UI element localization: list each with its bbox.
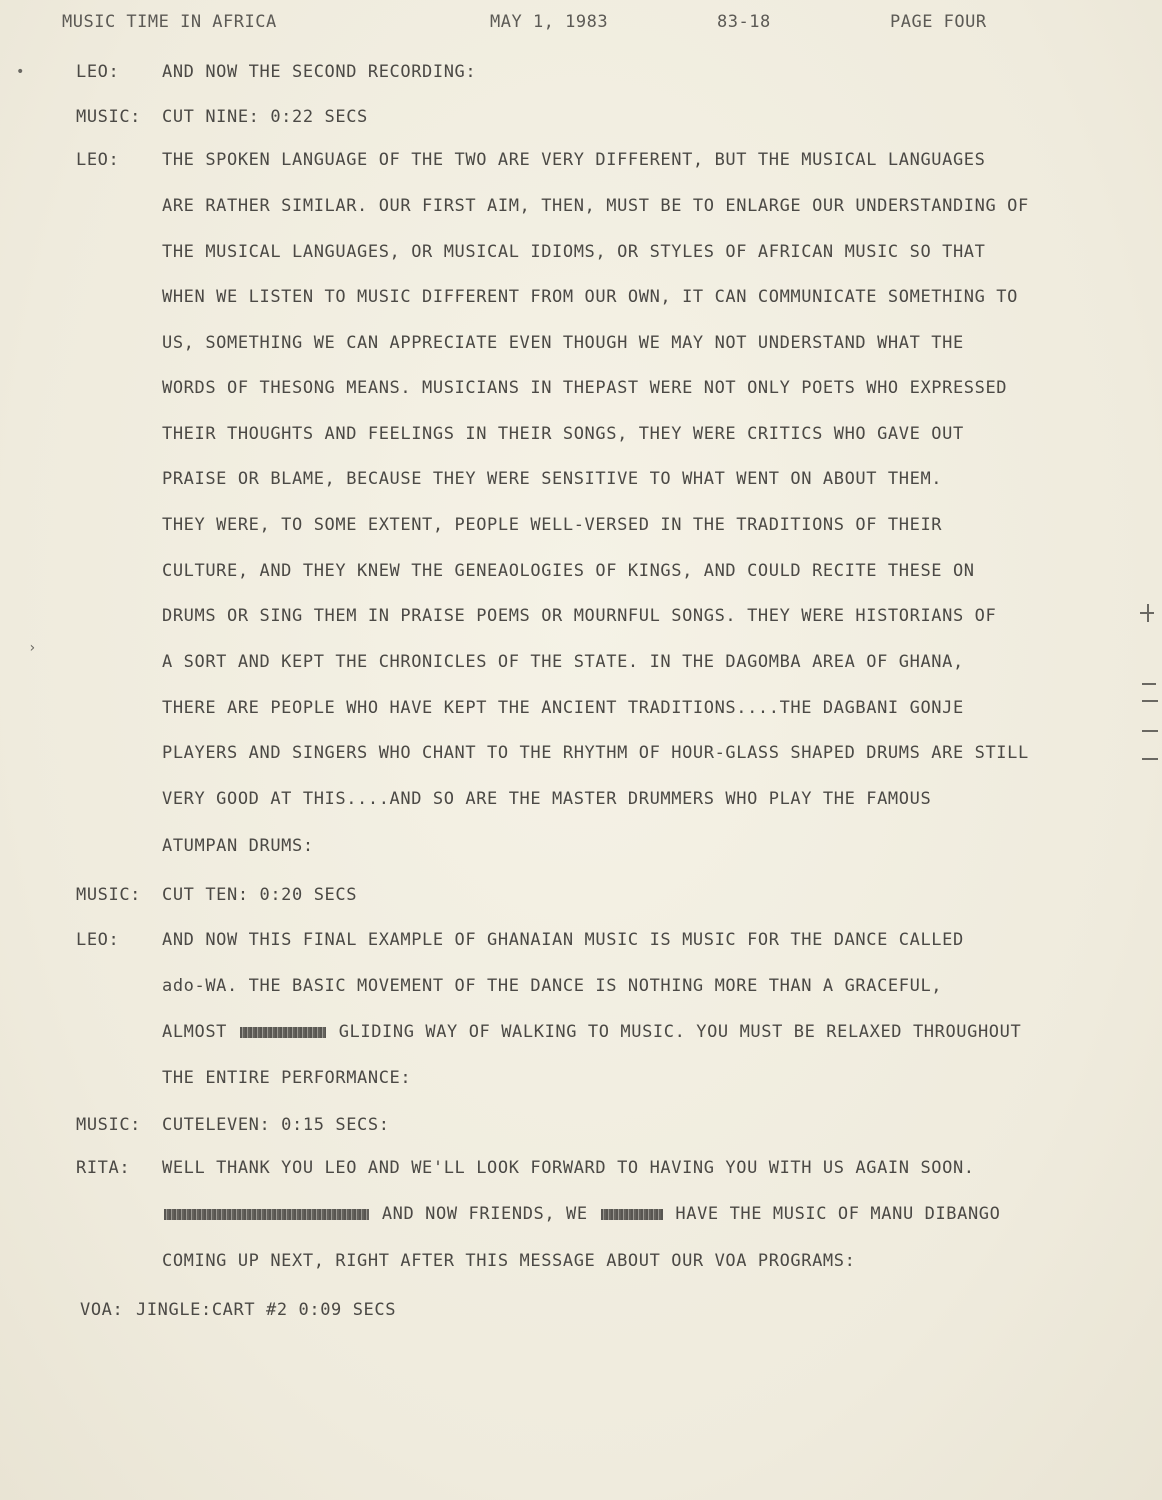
redaction-mark bbox=[240, 1027, 326, 1038]
script-line: CULTURE, AND THEY KNEW THE GENEAOLOGIES OF KINGS, AND COULD RECITE THESE ON bbox=[162, 561, 975, 581]
broadcast-date: MAY 1, 1983 bbox=[490, 12, 609, 32]
script-line: COMING UP NEXT, RIGHT AFTER THIS MESSAGE ABOUT OUR VOA PROGRAMS: bbox=[162, 1251, 856, 1271]
script-line: A SORT AND KEPT THE CHRONICLES OF THE STATE. IN THE DAGOMBA AREA OF GHANA, bbox=[162, 652, 964, 672]
script-line: US, SOMETHING WE CAN APPRECIATE EVEN THOUGH WE MAY NOT UNDERSTAND WHAT THE bbox=[162, 333, 964, 353]
script-line: THEY WERE, TO SOME EXTENT, PEOPLE WELL-VERSED IN THE TRADITIONS OF THEIR bbox=[162, 515, 943, 535]
script-line: THEIR THOUGHTS AND FEELINGS IN THEIR SONGS, THEY WERE CRITICS WHO GAVE OUT bbox=[162, 424, 964, 444]
script-line: VERY GOOD AT THIS....AND SO ARE THE MASTER DRUMMERS WHO PLAY THE FAMOUS bbox=[162, 789, 932, 809]
redaction-mark bbox=[164, 1209, 369, 1220]
script-line-start: ALMOST bbox=[162, 1022, 238, 1042]
script-line: DRUMS OR SING THEM IN PRAISE POEMS OR MOURNFUL SONGS. THEY WERE HISTORIANS OF bbox=[162, 606, 997, 626]
speaker-label: LEO: bbox=[76, 150, 120, 170]
script-line: ARE RATHER SIMILAR. OUR FIRST AIM, THEN, MUST BE TO ENLARGE OUR UNDERSTANDING OF bbox=[162, 196, 1029, 216]
script-line: AND NOW THIS FINAL EXAMPLE OF GHANAIAN MUSIC IS MUSIC FOR THE DANCE CALLED bbox=[162, 930, 964, 950]
script-line-start: AND NOW FRIENDS, WE bbox=[381, 1204, 588, 1224]
page-number: PAGE FOUR bbox=[890, 12, 987, 32]
speaker-label: LEO: bbox=[76, 930, 120, 950]
edge-mark bbox=[1142, 683, 1156, 685]
script-line-end: HAVE THE MUSIC OF MANU DIBANGO bbox=[675, 1204, 1001, 1224]
script-line: WELL THANK YOU LEO AND WE'LL LOOK FORWARD TO HAVING YOU WITH US AGAIN SOON. bbox=[162, 1158, 975, 1178]
speaker-label: MUSIC: bbox=[76, 107, 142, 127]
script-line bbox=[162, 1204, 1000, 1224]
script-line: THE MUSICAL LANGUAGES, OR MUSICAL IDIOMS, OR STYLES OF AFRICAN MUSIC SO THAT bbox=[162, 242, 986, 262]
script-line: CUTELEVEN: 0:15 SECS: bbox=[162, 1115, 390, 1135]
speaker-label: MUSIC: bbox=[76, 885, 142, 905]
script-line bbox=[162, 1022, 1021, 1042]
margin-dot: › bbox=[28, 640, 37, 656]
edge-mark bbox=[1142, 730, 1158, 732]
edge-mark bbox=[1147, 604, 1149, 622]
edge-mark bbox=[1142, 758, 1158, 760]
script-line: ATUMPAN DRUMS: bbox=[162, 836, 314, 856]
script-line: AND NOW THE SECOND RECORDING: bbox=[162, 62, 477, 82]
script-line: PLAYERS AND SINGERS WHO CHANT TO THE RHYTHM OF HOUR-GLASS SHAPED DRUMS ARE STILL bbox=[162, 743, 1029, 763]
script-line: JINGLE:CART #2 0:09 SECS bbox=[136, 1300, 397, 1320]
script-line: PRAISE OR BLAME, BECAUSE THEY WERE SENSITIVE TO WHAT WENT ON ABOUT THEM. bbox=[162, 469, 943, 489]
script-line: WHEN WE LISTEN TO MUSIC DIFFERENT FROM OUR OWN, IT CAN COMMUNICATE SOMETHING TO bbox=[162, 287, 1018, 307]
edge-mark bbox=[1142, 700, 1158, 702]
script-line-end: GLIDING WAY OF WALKING TO MUSIC. YOU MUST BE RELAXED THROUGHOUT bbox=[338, 1022, 1022, 1042]
speaker-label: MUSIC: bbox=[76, 1115, 142, 1135]
script-line: THE SPOKEN LANGUAGE OF THE TWO ARE VERY DIFFERENT, BUT THE MUSICAL LANGUAGES bbox=[162, 150, 986, 170]
margin-dot: • bbox=[16, 64, 25, 80]
speaker-label: RITA: bbox=[76, 1158, 131, 1178]
script-line: WORDS OF THESONG MEANS. MUSICIANS IN THEPAST WERE NOT ONLY POETS WHO EXPRESSED bbox=[162, 378, 1008, 398]
page-header bbox=[62, 12, 1022, 40]
program-title: MUSIC TIME IN AFRICA bbox=[62, 12, 277, 32]
script-line: THERE ARE PEOPLE WHO HAVE KEPT THE ANCIENT TRADITIONS....THE DAGBANI GONJE bbox=[162, 698, 964, 718]
program-number: 83-18 bbox=[717, 12, 771, 32]
speaker-label: LEO: bbox=[76, 62, 120, 82]
redaction-mark bbox=[601, 1209, 663, 1220]
script-line: CUT NINE: 0:22 SECS bbox=[162, 107, 368, 127]
script-line: CUT TEN: 0:20 SECS bbox=[162, 885, 358, 905]
script-line: ado-WA. THE BASIC MOVEMENT OF THE DANCE IS NOTHING MORE THAN A GRACEFUL, bbox=[162, 976, 943, 996]
speaker-label: VOA: bbox=[80, 1300, 124, 1320]
script-line: THE ENTIRE PERFORMANCE: bbox=[162, 1068, 412, 1088]
